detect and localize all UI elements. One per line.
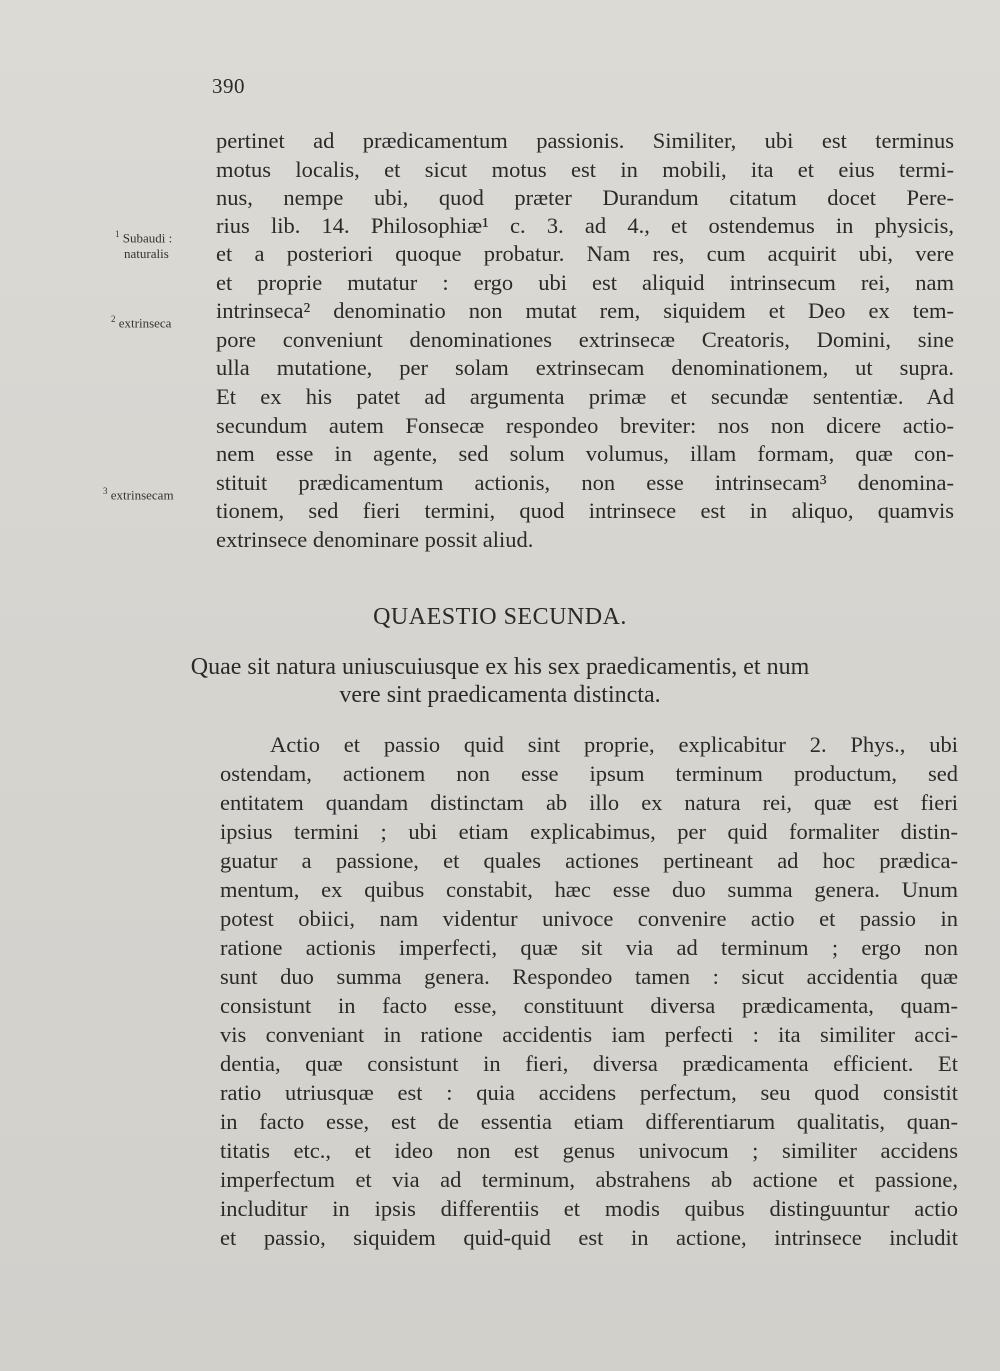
text-line: vis conveniant in ratione accidentis iam perfecti : ita similiter acci-	[220, 1022, 958, 1047]
margin-note-text: Subaudi :	[122, 230, 173, 246]
text-line: rius lib. 14. Philosophiæ¹ c. 3. ad 4., et ostendemus in physicis,	[216, 213, 954, 238]
question-title-line: vere sint praedicamenta distincta.	[339, 682, 661, 708]
text-line: Et ex his patet ad argumenta primæ et secundæ sententiæ. Ad	[216, 384, 954, 409]
text-line: ratione actionis imperfecti, quæ sit via ad terminum ; ergo non	[220, 935, 958, 960]
text-line: et a posteriori quoque probatur. Nam res, cum acquirit ubi, vere	[216, 241, 954, 266]
text-line: pertinet ad prædicamentum passionis. Similiter, ubi est terminus	[216, 128, 954, 153]
margin-note-text: naturalis	[124, 246, 169, 261]
text-line: includitur in ipsis differentiis et modis quibus distinguuntur actio	[220, 1196, 958, 1221]
margin-note-naturalis	[124, 245, 169, 262]
text-line: nem esse in agente, sed solum volumus, illam formam, quæ con-	[216, 441, 954, 466]
text-line: entitatem quandam distinctam ab illo ex natura rei, quæ est fieri	[220, 790, 958, 815]
text-line: ostendam, actionem non esse ipsum terminum productum, sed	[220, 761, 958, 786]
text-line: nus, nempe ubi, quod præter Durandum citatum docet Pere-	[216, 185, 954, 210]
section-title: QUAESTIO SECUNDA.	[373, 604, 627, 630]
text-line: ipsius termini ; ubi etiam explicabimus, per quid formaliter distin-	[220, 819, 958, 844]
text-line: et passio, siquidem quid-quid est in actione, intrinsece includit	[220, 1225, 958, 1250]
text-line: secundum autem Fonsecæ respondeo breviter: nos non dicere actio-	[216, 413, 954, 438]
question-title-line: Quae sit natura uniuscuiusque ex his sex praedicamentis, et num	[190, 654, 810, 680]
text-line: imperfectum et via ad terminum, abstrahens ab actione et passione,	[220, 1167, 958, 1192]
footnote-mark: 1	[115, 229, 120, 239]
text-line: guatur a passione, et quales actiones pertineant ad hoc prædica-	[220, 848, 958, 873]
text-line: pore conveniunt denominationes extrinsecæ Creatoris, Domini, sine	[216, 327, 954, 352]
text-line: mentum, ex quibus constabit, hæc esse duo summa genera. Unum	[220, 877, 958, 902]
margin-note-text: extrinsecam	[110, 487, 174, 503]
margin-note-extrinseca	[111, 311, 171, 331]
text-line: stituit prædicamentum actionis, non esse intrinsecam³ denomina-	[216, 470, 954, 495]
footnote-mark: 2	[111, 314, 116, 324]
text-line: sunt duo summa genera. Respondeo tamen : sicut accidentia quæ	[220, 964, 958, 989]
text-line: intrinseca² denominatio non mutat rem, siquidem et Deo ex tem-	[216, 298, 954, 323]
text-line: ratio utriusquæ est : quia accidens perfectum, seu quod consistit	[220, 1080, 958, 1105]
margin-note-subaudi	[115, 226, 172, 246]
text-line: ulla mutatione, per solam extrinsecam denominationem, ut supra.	[216, 355, 954, 380]
text-line: motus localis, et sicut motus est in mobili, ita et eius termi-	[216, 157, 954, 182]
text-line: dentia, quæ consistunt in fieri, diversa prædicamenta efficient. Et	[220, 1051, 958, 1076]
margin-note-extrinsecam	[103, 483, 174, 503]
text-line: Actio et passio quid sint proprie, explicabitur 2. Phys., ubi	[270, 732, 958, 757]
margin-note-text: extrinseca	[118, 315, 172, 331]
text-line: titatis etc., et ideo non est genus univocum ; similiter accidens	[220, 1138, 958, 1163]
text-line: et proprie mutatur : ergo ubi est aliquid intrinsecum rei, nam	[216, 270, 954, 295]
page-number: 390	[212, 74, 245, 98]
footnote-mark: 3	[103, 486, 108, 496]
text-line: tionem, sed fieri termini, quod intrinsece est in aliquo, quamvis	[216, 498, 954, 523]
text-line: in facto esse, est de essentia etiam differentiarum qualitatis, quan-	[220, 1109, 958, 1134]
text-line: potest obiici, nam videntur univoce convenire actio et passio in	[220, 906, 958, 931]
text-line: consistunt in facto esse, constituunt diversa prædicamenta, quam-	[220, 993, 958, 1018]
text-line: extrinsece denominare possit aliud.	[216, 527, 534, 552]
